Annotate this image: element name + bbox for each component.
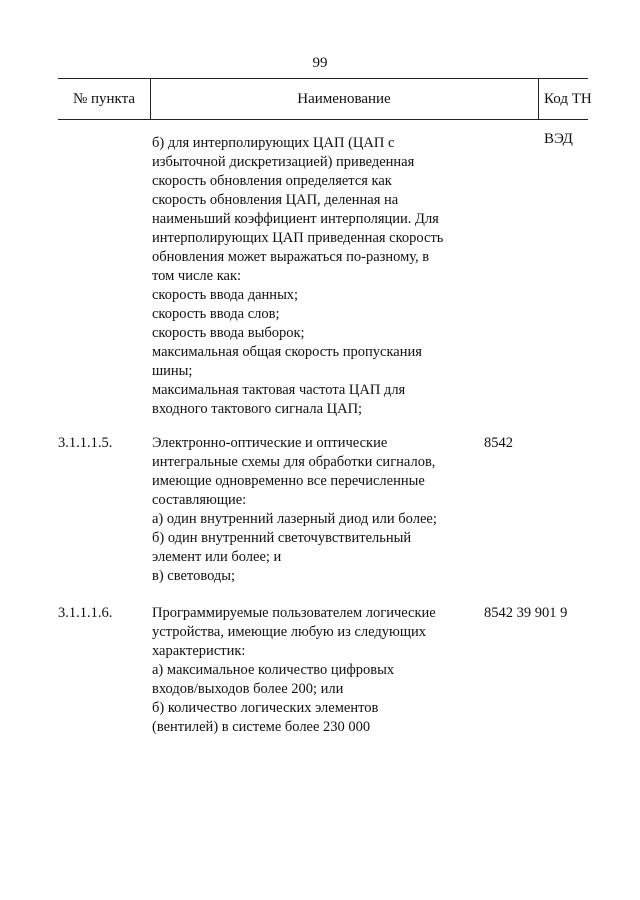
item-text-line: в) световоды; <box>152 568 236 584</box>
item-text-line: имеющие одновременно все перечисленные <box>152 473 425 489</box>
item-text-line: элемент или более; и <box>152 549 282 565</box>
text-line: входного тактового сигнала ЦАП; <box>152 401 363 417</box>
text-line: скорость ввода данных; <box>152 287 299 303</box>
item-text-line: составляющие: <box>152 492 247 508</box>
item-text-line: а) один внутренний лазерный диод или более; <box>152 511 437 527</box>
text-line: избыточной дискретизацией) приведенная <box>152 154 415 170</box>
text-line: максимальная тактовая частота ЦАП для <box>152 382 406 398</box>
page-number: 99 <box>312 55 328 71</box>
item-text-line: б) количество логических элементов <box>152 700 379 716</box>
text-line: скорость ввода выборок; <box>152 325 305 341</box>
text-line: скорость ввода слов; <box>152 306 280 322</box>
item-text-line: (вентилей) в системе более 230 000 <box>152 719 371 735</box>
text-line: максимальная общая скорость пропускания <box>152 344 422 360</box>
text-line: том числе как: <box>152 268 242 284</box>
item-code: 8542 <box>484 435 513 451</box>
text-line: интерполирующих ЦАП приведенная скорость <box>152 230 444 246</box>
item-text-line: устройства, имеющие любую из следующих <box>152 624 427 640</box>
item-number: 3.1.1.1.5. <box>58 435 113 451</box>
header-name-column: Наименование <box>150 79 539 119</box>
header-code-column: Код ТН ВЭД <box>544 91 592 147</box>
text-line: скорость обновления ЦАП, деленная на <box>152 192 399 208</box>
header-number-column: № пункта <box>58 79 151 119</box>
item-text-line: интегральные схемы для обработки сигналов, <box>152 454 436 470</box>
item-text-line: а) максимальное количество цифровых <box>152 662 395 678</box>
item-text-line: характеристик: <box>152 643 246 659</box>
item-code: 8542 39 901 9 <box>484 605 568 621</box>
text-line: шины; <box>152 363 193 379</box>
item-text-line: б) один внутренний светочувствительный <box>152 530 412 546</box>
text-line: обновления может выражаться по-разному, в <box>152 249 430 265</box>
item-text-line: Электронно-оптические и оптические <box>152 435 388 451</box>
text-line: наименьший коэффициент интерполяции. Для <box>152 211 439 227</box>
item-text-line: Программируемые пользователем логические <box>152 605 436 621</box>
item-text-line: входов/выходов более 200; или <box>152 681 344 697</box>
text-line: скорость обновления определяется как <box>152 173 392 189</box>
text-line: б) для интерполирующих ЦАП (ЦАП с <box>152 135 395 151</box>
item-number: 3.1.1.1.6. <box>58 605 113 621</box>
